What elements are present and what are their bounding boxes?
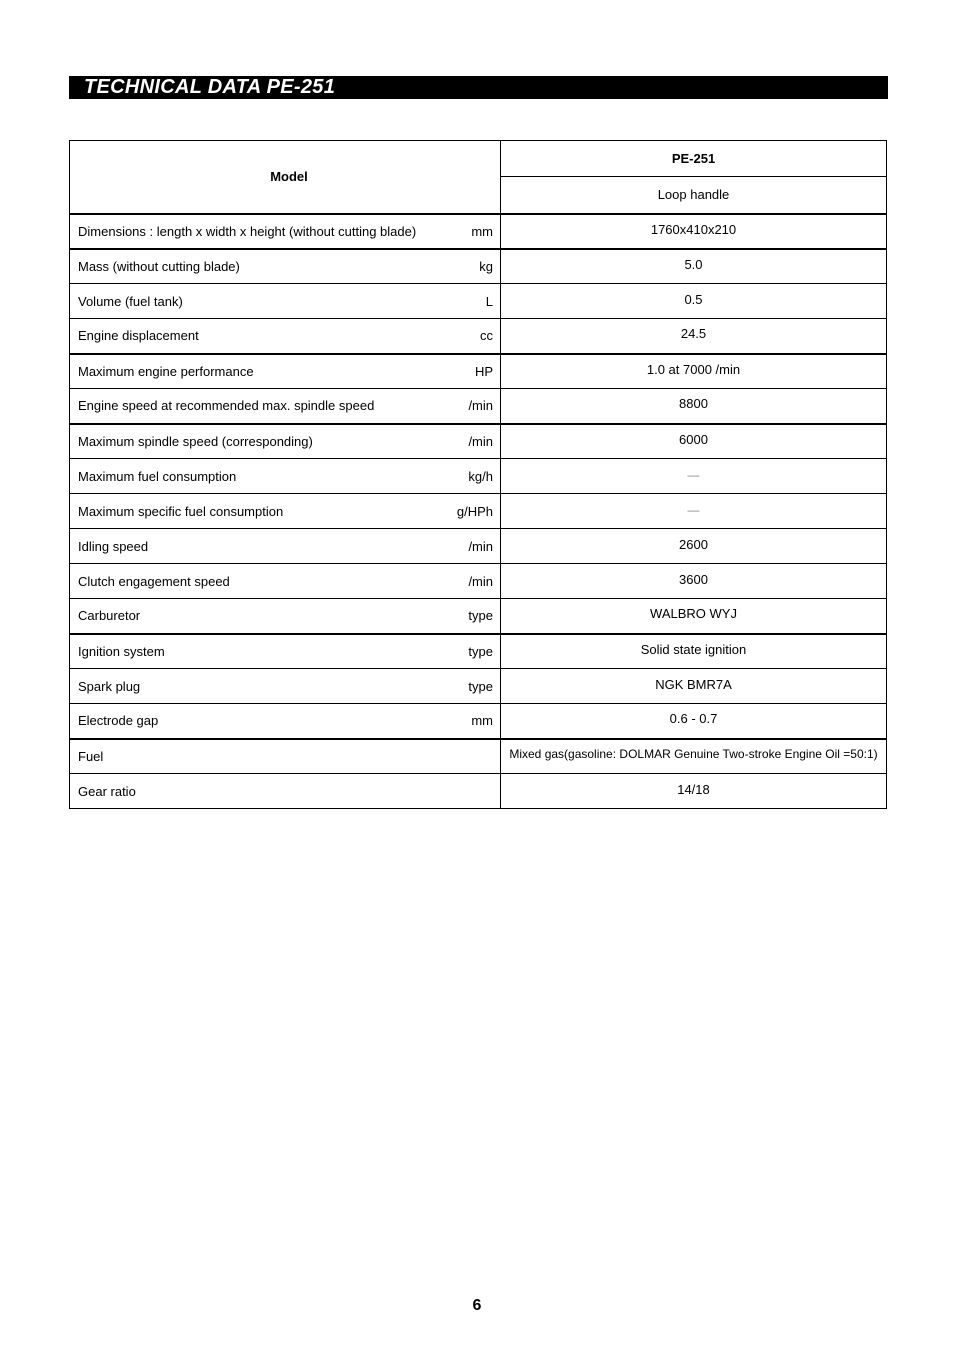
row-unit: /min: [468, 573, 493, 589]
row-unit: L: [485, 293, 493, 309]
row-label: Mass (without cutting blade): [78, 258, 240, 274]
technical-data-table: [69, 140, 887, 809]
handle-type: Loop handle: [501, 177, 887, 214]
row-label: Volume (fuel tank): [78, 293, 183, 309]
section-title-bar: [69, 76, 888, 99]
row-label: Engine displacement: [78, 328, 199, 344]
row-value: 1.0 at 7000 /min: [646, 361, 741, 377]
row-value: 8800: [679, 396, 708, 412]
table-row: [70, 529, 887, 564]
model-label: Model: [70, 141, 501, 214]
row-label: Fuel: [78, 748, 104, 764]
table-row: [70, 704, 887, 739]
row-label: Gear ratio: [78, 783, 136, 799]
row-label: Idling speed: [78, 538, 149, 554]
row-unit: mm: [471, 223, 493, 239]
table-row: [70, 214, 887, 249]
page-number: 6: [472, 1297, 482, 1314]
row-unit: g/HPh: [456, 503, 493, 519]
table-row: [70, 774, 887, 809]
table-row: [70, 284, 887, 319]
row-unit: HP: [474, 363, 493, 379]
table-row: [70, 634, 887, 669]
row-value: 0.5: [684, 291, 703, 307]
table-row: [70, 599, 887, 634]
row-label: Maximum fuel consumption: [78, 468, 237, 484]
row-unit: kg: [479, 258, 493, 274]
row-label: Maximum spindle speed (corresponding): [78, 433, 313, 449]
row-label: Electrode gap: [78, 713, 159, 729]
row-label: Dimensions : length x width x height (without cutting blade): [78, 223, 417, 239]
row-unit: /min: [468, 398, 493, 414]
table-row: [70, 249, 887, 284]
row-unit: type: [468, 608, 493, 624]
row-value: WALBRO WYJ: [650, 606, 737, 622]
row-unit: type: [468, 643, 493, 659]
row-label: Spark plug: [78, 678, 141, 694]
table-row: [70, 459, 887, 494]
row-unit: /min: [468, 538, 493, 554]
row-unit: cc: [480, 328, 493, 344]
row-unit: kg/h: [468, 468, 493, 484]
row-unit: type: [468, 678, 493, 694]
table-row: [70, 389, 887, 424]
page-title: TECHNICAL DATA PE-251: [84, 76, 336, 98]
row-label: Clutch engagement speed: [78, 573, 230, 589]
row-value: 0.6 - 0.7: [669, 711, 718, 727]
row-value: 6000: [679, 431, 708, 447]
row-value: 1760x410x210: [650, 221, 737, 237]
model-name: PE-251: [501, 141, 887, 177]
row-value: 14/18: [677, 781, 710, 797]
table-row: [70, 319, 887, 354]
row-value: —: [687, 467, 700, 482]
table-row: [70, 494, 887, 529]
row-value: —: [687, 502, 700, 517]
row-value: 3600: [679, 571, 708, 587]
row-value: Mixed gas(gasoline: DOLMAR Genuine Two-stroke Engine Oil =50:1): [509, 747, 878, 762]
table-row: [70, 564, 887, 599]
row-label: Ignition system: [78, 643, 165, 659]
table-row: [70, 669, 887, 704]
row-label: Maximum specific fuel consumption: [78, 503, 284, 519]
row-label: Engine speed at recommended max. spindle speed: [78, 398, 375, 414]
table-row: [70, 354, 887, 389]
row-value: NGK BMR7A: [655, 676, 732, 692]
row-value: 5.0: [684, 256, 703, 272]
row-value: 2600: [679, 536, 708, 552]
row-unit: /min: [468, 433, 493, 449]
table-header-row: [70, 141, 887, 177]
row-unit: mm: [471, 713, 493, 729]
row-label: Carburetor: [78, 608, 141, 624]
table-row: [70, 739, 887, 774]
row-label: Maximum engine performance: [78, 363, 254, 379]
table-row: [70, 424, 887, 459]
row-value: Solid state ignition: [640, 641, 747, 657]
row-value: 24.5: [680, 326, 707, 342]
